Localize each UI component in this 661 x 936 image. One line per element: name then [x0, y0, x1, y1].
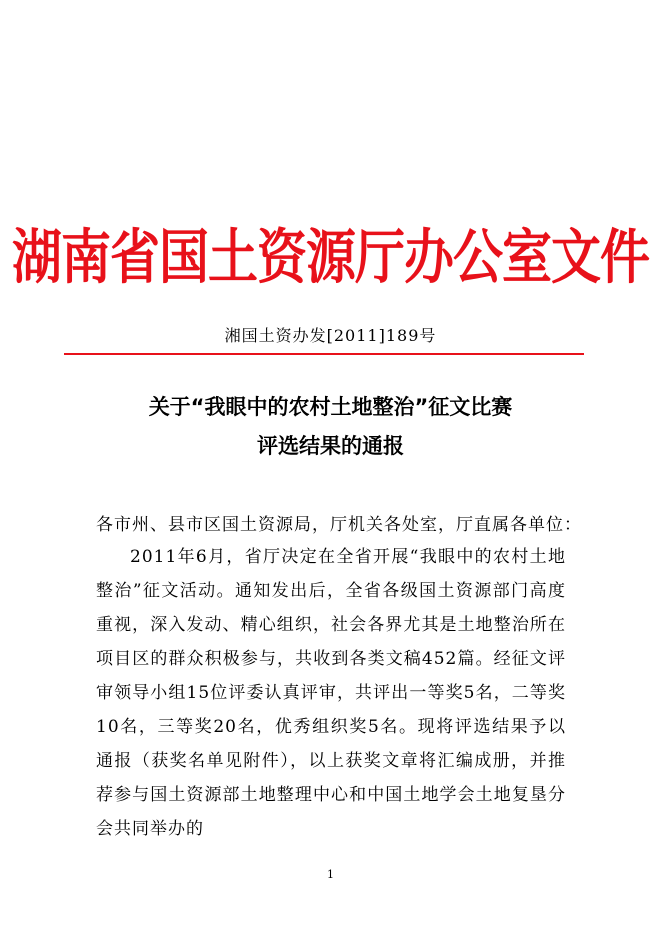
- document-number: 湘国土资办发[2011]189号: [224, 326, 437, 345]
- page-number: 1: [327, 868, 334, 881]
- red-divider-line: [64, 353, 584, 355]
- document-title-line-2: 评选结果的通报: [257, 434, 404, 458]
- issuer-header: 湖南省国土资源厅办公室文件: [12, 222, 649, 292]
- document-title-line-1: 关于“我眼中的农村土地整治”征文比赛: [148, 395, 513, 419]
- salutation: 各市州、县市区国土资源局，厅机关各处室，厅直属各单位：: [96, 515, 582, 535]
- body-paragraph: 2011年6月，省厅决定在全省开展“我眼中的农村土地整治”征文活动。通知发出后，全省各级国土资源部门高度重视，深入发动、精心组织，社会各界尤其是土地整治所在项目区的群众积极参与，共收到各类文稿452篇。经征文评审领导小组15位评委认真评审，共评出一等奖5名，二等奖10名，三等奖20名，优秀组织奖5名。现将评选结果予以通报（获奖名单见附件），以上获奖文章将汇编成册，并推荐参与国土资源部土地整理中心和中国土地学会土地复垦分会共同举办的: [96, 547, 566, 839]
